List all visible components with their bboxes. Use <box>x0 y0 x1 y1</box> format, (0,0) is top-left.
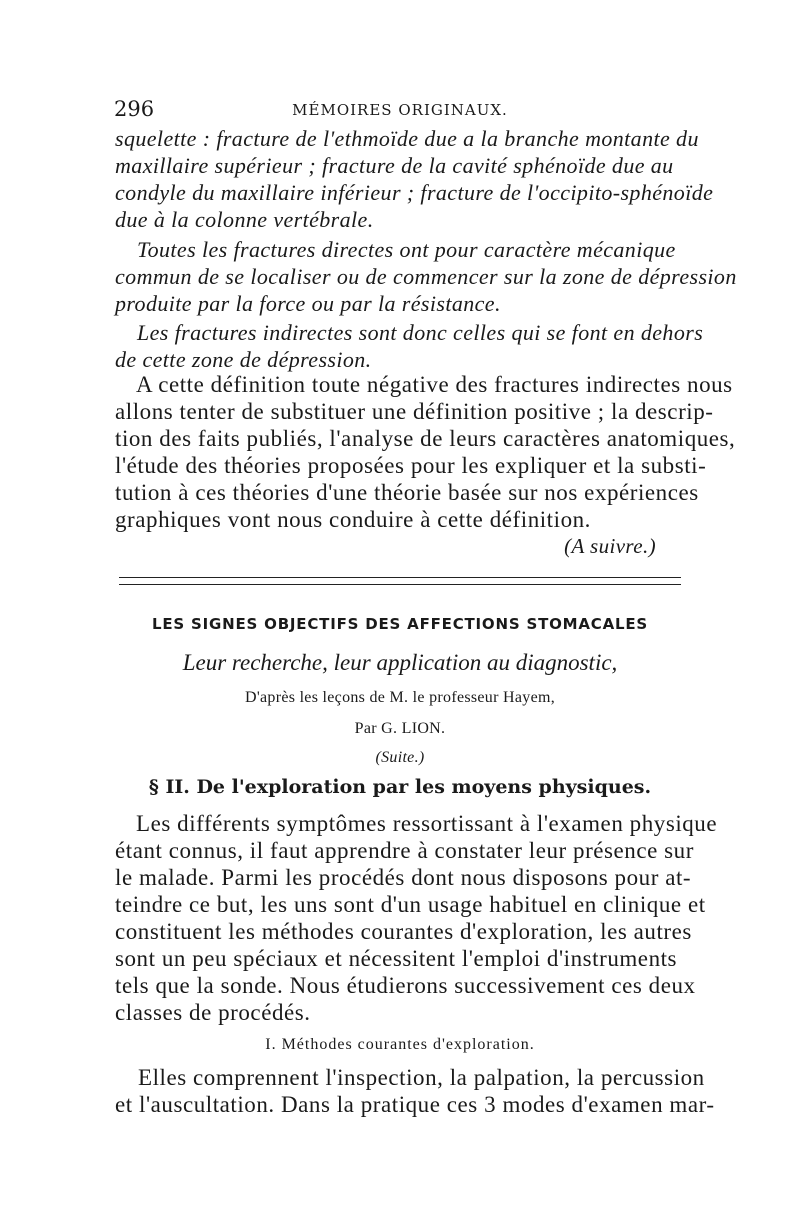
text-line: produite par la force ou par la résistance. <box>115 291 501 316</box>
article-title: LES SIGNES OBJECTIFS DES AFFECTIONS STOMACALES <box>151 615 649 633</box>
text-line: teindre ce but, les uns sont d'un usage habituel en clinique et <box>115 892 706 917</box>
separator-rule <box>119 584 681 585</box>
suite-note: (Suite.) <box>375 749 425 766</box>
running-title: MÉMOIRES ORIGINAUX. <box>292 101 508 119</box>
subsection-heading: I. Méthodes courantes d'exploration. <box>265 1036 535 1053</box>
text-line: sont un peu spéciaux et nécessitent l'emploi d'instruments <box>115 946 678 971</box>
text-line: Toutes les fractures directes ont pour caractère mécanique <box>137 237 676 262</box>
continuation-note: (A suivre.) <box>564 534 656 558</box>
text-line: squelette : fracture de l'ethmoïde due a la branche montante du <box>115 126 699 151</box>
page-number: 296 <box>114 97 155 121</box>
text-line: A cette définition toute négative des fractures indirectes nous <box>136 372 733 397</box>
text-line: constituent les méthodes courantes d'exploration, les autres <box>115 919 692 944</box>
text-line: tion des faits publiés, l'analyse de leurs caractères anatomiques, <box>115 426 736 451</box>
text-line: et l'auscultation. Dans la pratique ces 3 modes d'examen mar- <box>115 1092 715 1117</box>
section-heading: § II. De l'exploration par les moyens physiques. <box>148 776 652 798</box>
text-line: tels que la sonde. Nous étudierons successivement ces deux <box>115 973 696 998</box>
text-line: allons tenter de substituer une définition positive ; la descrip- <box>115 399 714 424</box>
text-line: l'étude des théories proposées pour les expliquer et la substi- <box>115 453 707 478</box>
separator-rule <box>119 577 681 578</box>
text-line: tution à ces théories d'une théorie basée sur nos expériences <box>115 480 699 505</box>
text-line: commun de se localiser ou de commencer sur la zone de dépression <box>115 264 737 289</box>
text-line: étant connus, il faut apprendre à constater leur présence sur <box>115 838 694 863</box>
text-line: maxillaire supérieur ; fracture de la cavité sphénoïde due au <box>115 153 674 178</box>
text-line: classes de procédés. <box>115 1000 311 1025</box>
credit-line: D'après les leçons de M. le professeur Hayem, <box>244 689 556 706</box>
author-line: Par G. LION. <box>354 720 446 737</box>
text-line: Les fractures indirectes sont donc celles qui se font en dehors <box>137 320 704 345</box>
text-line: condyle du maxillaire inférieur ; fracture de l'occipito-sphénoïde <box>115 180 714 205</box>
text-line: graphiques vont nous conduire à cette définition. <box>115 507 591 532</box>
text-line: Les différents symptômes ressortissant à l'examen physique <box>136 811 718 836</box>
text-line: de cette zone de dépression. <box>115 347 372 372</box>
article-subtitle: Leur recherche, leur application au diagnostic, <box>182 650 618 675</box>
text-line: Elles comprennent l'inspection, la palpation, la percussion <box>138 1065 705 1090</box>
text-line: due à la colonne vertébrale. <box>115 207 374 232</box>
text-line: le malade. Parmi les procédés dont nous disposons pour at- <box>115 865 692 890</box>
